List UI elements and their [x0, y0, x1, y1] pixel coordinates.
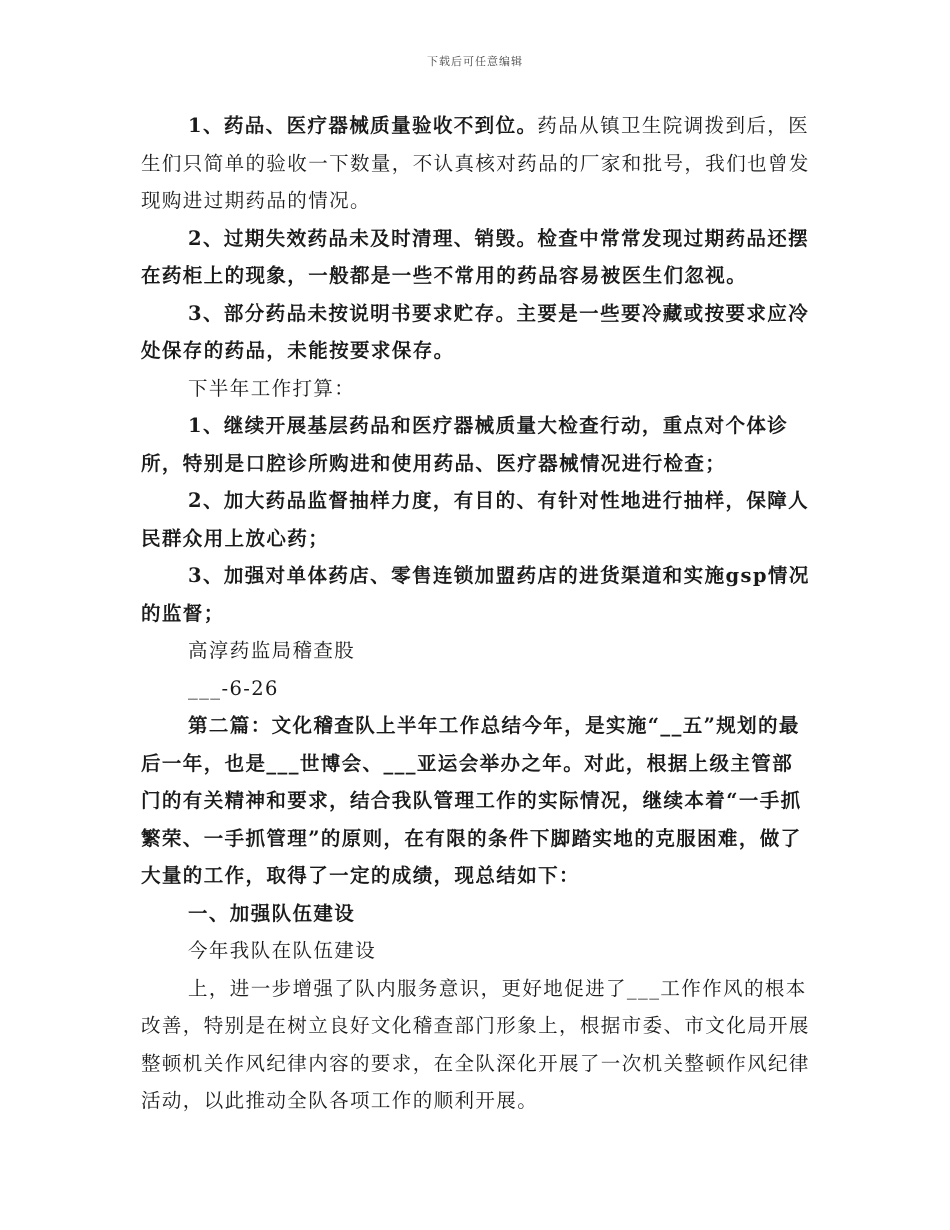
part-two-intro: 第二篇：文化稽查队上半年工作总结今年，是实施“__五”规划的最后一年，也是___世博会、___亚运会举办之年。对此，根据上级主管部门的有关精神和要求，结合我队管理工作的实际情况，继续本着“一手抓繁荣、一手抓管理”的原则，在有限的条件下脚踏实地的克服困难，做了大量的工作，取得了一定的成绩，现总结如下： [141, 714, 802, 887]
plan-item-3: 3、加强对单体药店、零售连锁加盟药店的进货渠道和实施gsp情况的监督； [141, 564, 810, 625]
paragraph-2: 2、过期失效药品未及时清理、销毁。检查中常常发现过期药品还摆在药柜上的现象，一般都是一些不常用的药品容易被医生们忽视。 [141, 226, 810, 287]
section-heading-plan: 下半年工作打算： [188, 376, 356, 400]
team-paragraph [141, 970, 813, 1120]
signature-date: ___-6-26 [188, 676, 279, 700]
paragraph-1-body: 药品从镇卫生院调拨到后，医生们只简单的验收一下数量，不认真核对药品的厂家和批号，我们也曾发现购进过期药品的情况。 [141, 114, 810, 212]
plan-item-1: 1、继续开展基层药品和医疗器械质量大检查行动，重点对个体诊所，特别是口腔诊所购进和使用药品、医疗器械情况进行检查； [141, 414, 789, 475]
paragraph-3: 3、部分药品未按说明书要求贮存。主要是一些要冷藏或按要求应冷处保存的药品，未能按要求保存。 [141, 301, 810, 362]
paragraph-1-lead: 1、药品、医疗器械质量验收不到位。 [188, 114, 538, 137]
signature-org: 高淳药监局稽查股 [188, 639, 356, 662]
document-body [141, 107, 813, 1120]
team-paragraph-part1: 上，进一步增强了队内服务意识，更好地促进了___工作作风的根本改善， [141, 976, 807, 1037]
page-header: 下载后可任意编辑 [427, 55, 523, 68]
team-paragraph-part2: 特别是在树立良好文化稽查部门形象上，根据市委、市文化局开展整顿机关作风纪律内容的要求，在全队深化开展了一次机关整顿作风纪律活动，以此推动全队各项工作的顺利开展。 [141, 1014, 810, 1112]
paragraph-1 [141, 107, 813, 220]
section-heading-team: 一、加强队伍建设 [188, 901, 356, 925]
team-paragraph-lead: 今年我队在队伍建设 [188, 939, 377, 962]
plan-item-2: 2、加大药品监督抽样力度，有目的、有针对性地进行抽样，保障人民群众用上放心药； [141, 489, 810, 550]
